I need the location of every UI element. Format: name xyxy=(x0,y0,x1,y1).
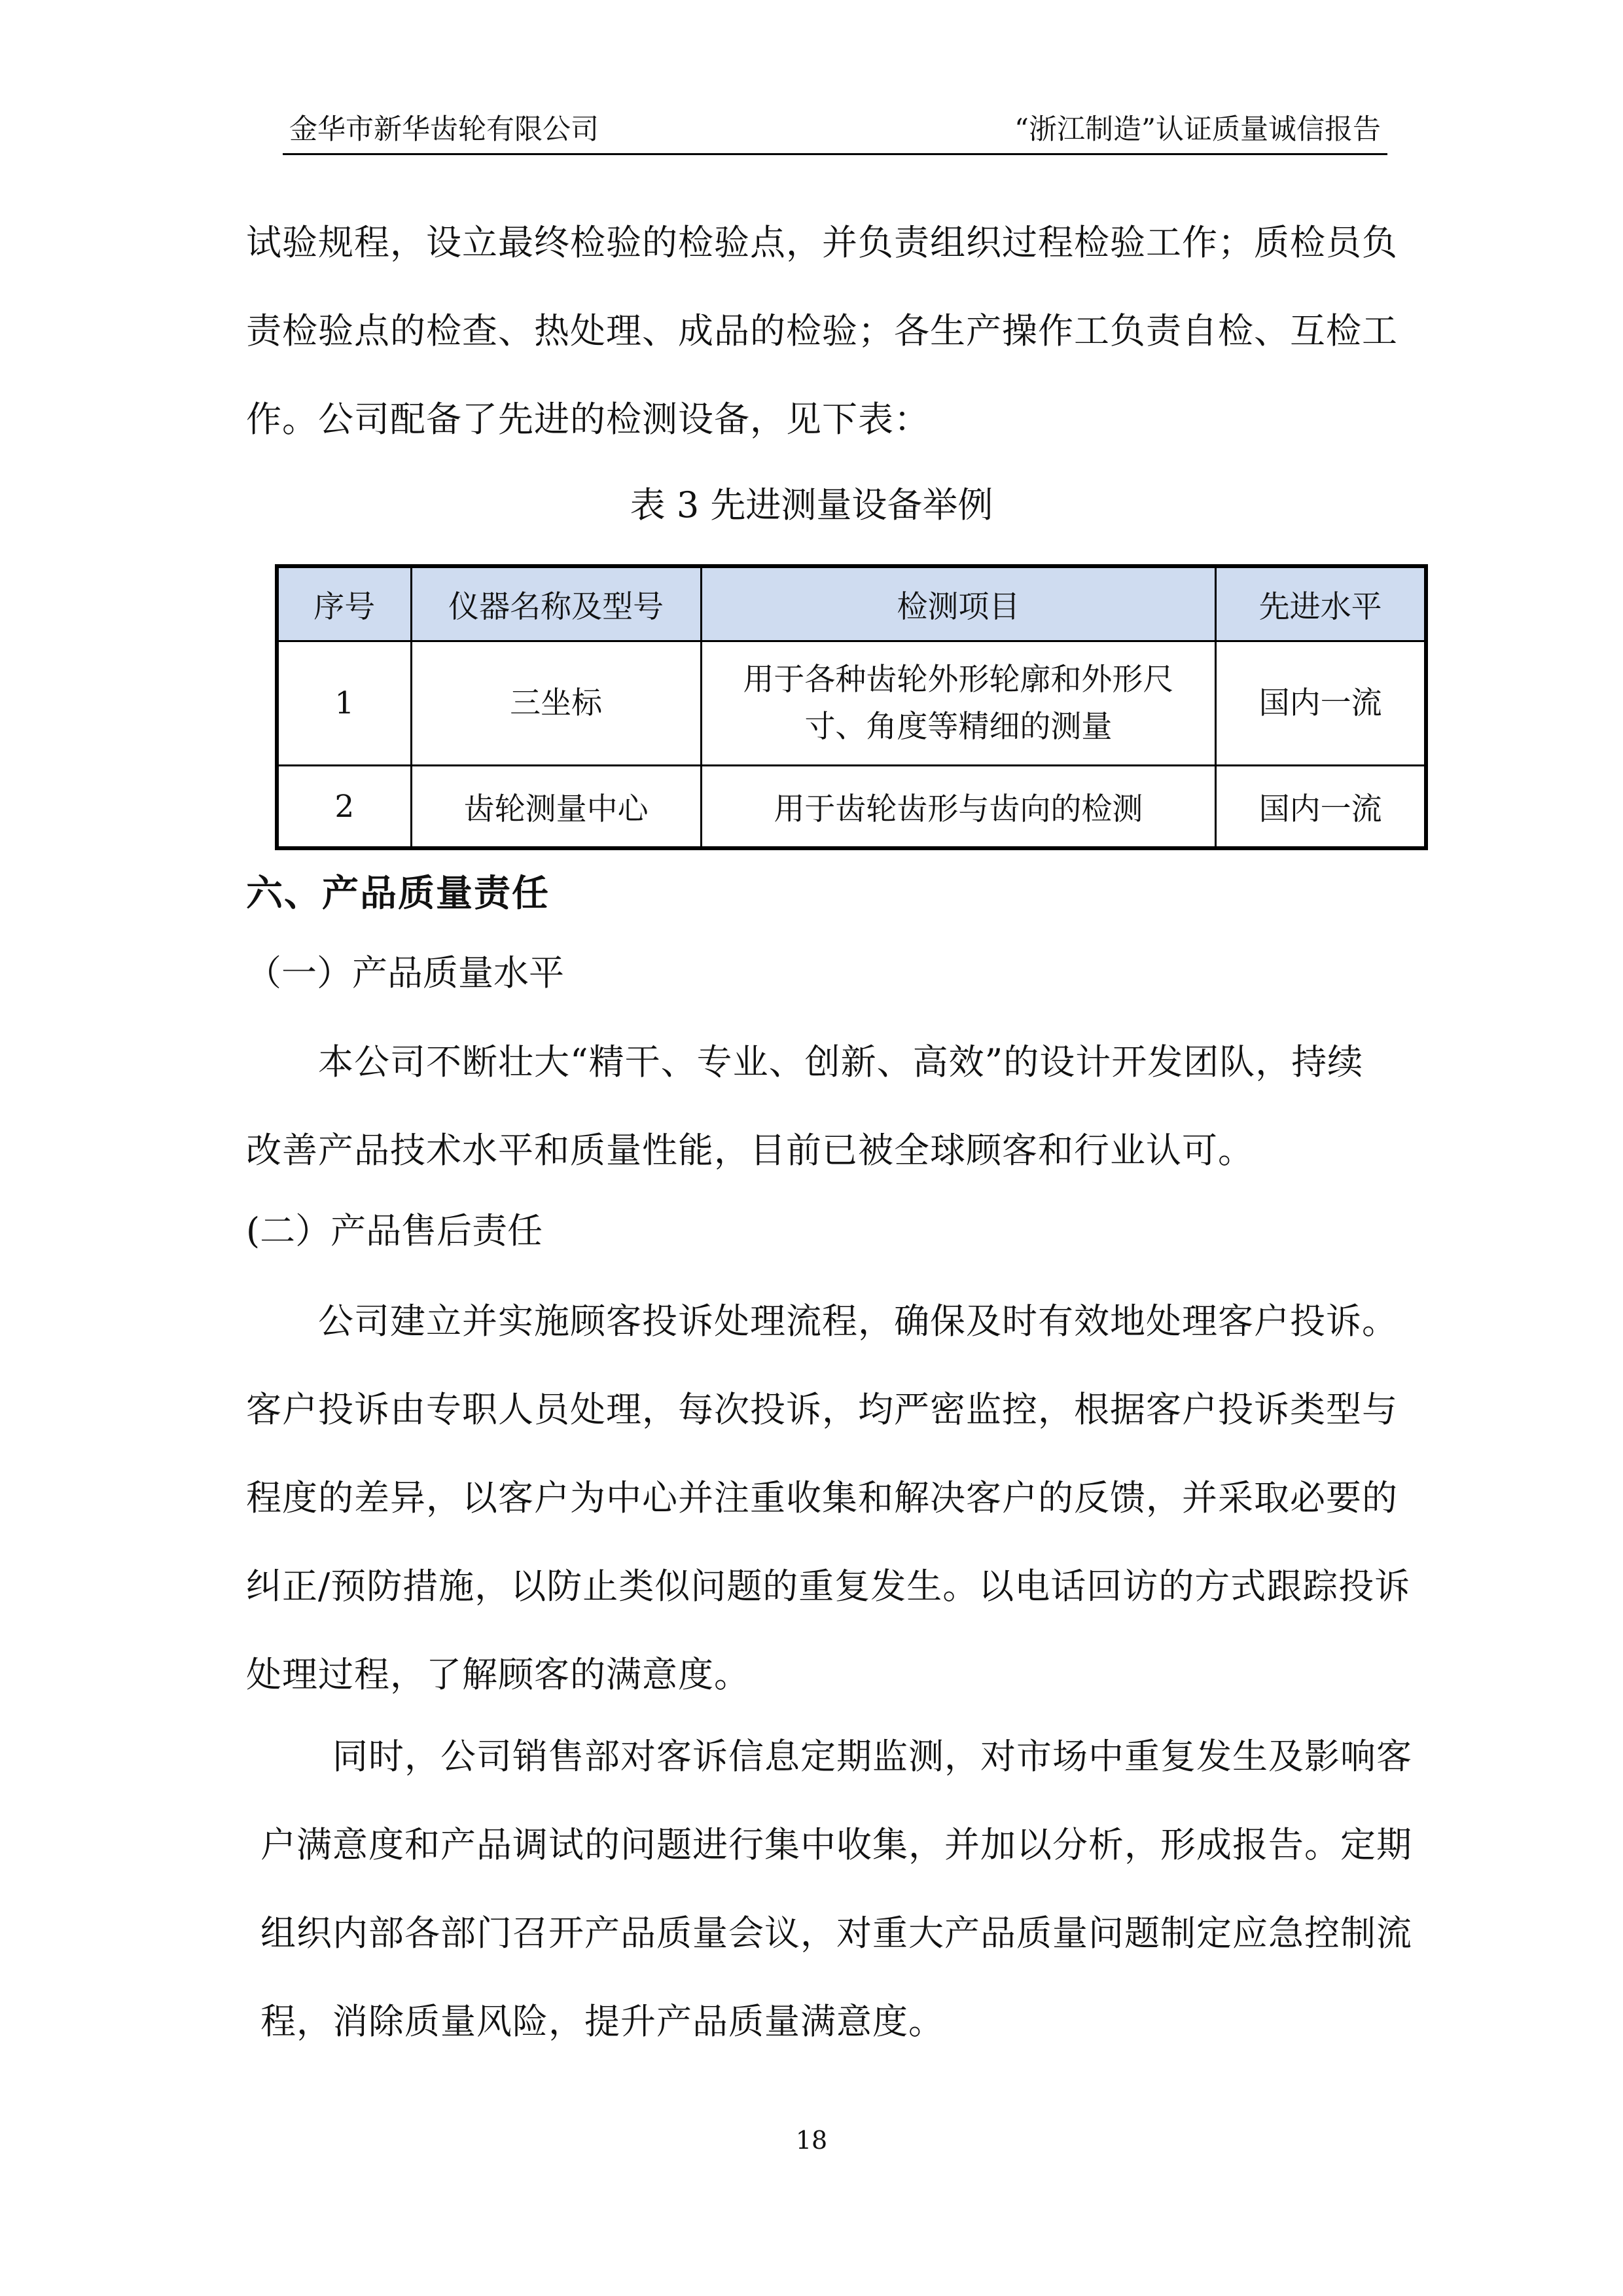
header-company-name: 金华市新华齿轮有限公司 xyxy=(289,113,599,146)
paragraph-line: 纠正/预防措施，以防止类似问题的重复发生。以电话回访的方式跟踪投诉 xyxy=(246,1566,1411,1607)
cell-instrument-name: 齿轮测量中心 xyxy=(411,766,701,849)
table-row xyxy=(277,766,1426,849)
cell-instrument-name: 三坐标 xyxy=(411,641,701,766)
table-row xyxy=(277,641,1426,766)
paragraph-line: 试验规程，设立最终检验的检验点，并负责组织过程检验工作；质检员负 xyxy=(246,222,1398,263)
table-caption: 表 3 先进测量设备举例 xyxy=(630,484,993,526)
header-report-title: “浙江制造”认证质量诚信报告 xyxy=(1014,113,1381,146)
equipment-table xyxy=(275,564,1428,850)
header-level: 先进水平 xyxy=(1216,566,1426,641)
page-header xyxy=(283,110,1387,155)
paragraph-sales-monitoring xyxy=(260,1712,1504,2066)
page-number: 18 xyxy=(795,2126,828,2155)
header-seq: 序号 xyxy=(277,566,411,641)
cell-seq: 2 xyxy=(277,766,411,849)
header-instrument-name: 仪器名称及型号 xyxy=(411,566,701,641)
paragraph-line: 本公司不断壮大“精干、专业、创新、高效”的设计开发团队，持续 xyxy=(246,1041,1364,1083)
table-header-row xyxy=(277,566,1426,641)
paragraph-line: 责检验点的检查、热处理、成品的检验；各生产操作工负责自检、互检工 xyxy=(246,310,1398,351)
cell-level: 国内一流 xyxy=(1216,766,1426,849)
paragraph-line: 户满意度和产品调试的问题进行集中收集，并加以分析，形成报告。定期 xyxy=(260,1824,1412,1865)
paragraph-line: 公司建立并实施顾客投诉处理流程，确保及时有效地处理客户投诉。 xyxy=(246,1300,1398,1342)
paragraph-inspection xyxy=(246,198,1489,463)
paragraph-line: 作。公司配备了先进的检测设备，见下表： xyxy=(246,399,930,440)
paragraph-line: 处理过程，了解顾客的满意度。 xyxy=(246,1654,750,1695)
cell-test-item xyxy=(701,641,1215,766)
header-test-item: 检测项目 xyxy=(701,566,1215,641)
cell-test-item-line: 寸、角度等精细的测量 xyxy=(804,708,1113,745)
paragraph-complaint-process xyxy=(246,1277,1489,1719)
paragraph-line: 客户投诉由专职人员处理，每次投诉，均严密监控，根据客户投诉类型与 xyxy=(246,1389,1398,1430)
paragraph-line: 组织内部各部门召开产品质量会议，对重大产品质量问题制定应急控制流 xyxy=(260,1912,1412,1954)
paragraph-quality-level xyxy=(246,1018,1489,1194)
subsection-heading: （一）产品质量水平 xyxy=(246,952,564,994)
paragraph-line: 改善产品技术水平和质量性能，目前已被全球顾客和行业认可。 xyxy=(246,1130,1254,1171)
cell-level: 国内一流 xyxy=(1216,641,1426,766)
cell-seq: 1 xyxy=(277,641,411,766)
section-heading: 六、产品质量责任 xyxy=(246,872,550,915)
cell-test-item-line: 用于各种齿轮外形轮廓和外形尺 xyxy=(743,661,1174,698)
subsection-heading: (二）产品售后责任 xyxy=(246,1210,543,1251)
paragraph-line: 同时，公司销售部对客诉信息定期监测，对市场中重复发生及影响客 xyxy=(260,1736,1412,1777)
cell-test-item: 用于齿轮齿形与齿向的检测 xyxy=(701,766,1215,849)
paragraph-line: 程，消除质量风险，提升产品质量满意度。 xyxy=(260,2001,944,2042)
paragraph-line: 程度的差异，以客户为中心并注重收集和解决客户的反馈，并采取必要的 xyxy=(246,1477,1398,1518)
